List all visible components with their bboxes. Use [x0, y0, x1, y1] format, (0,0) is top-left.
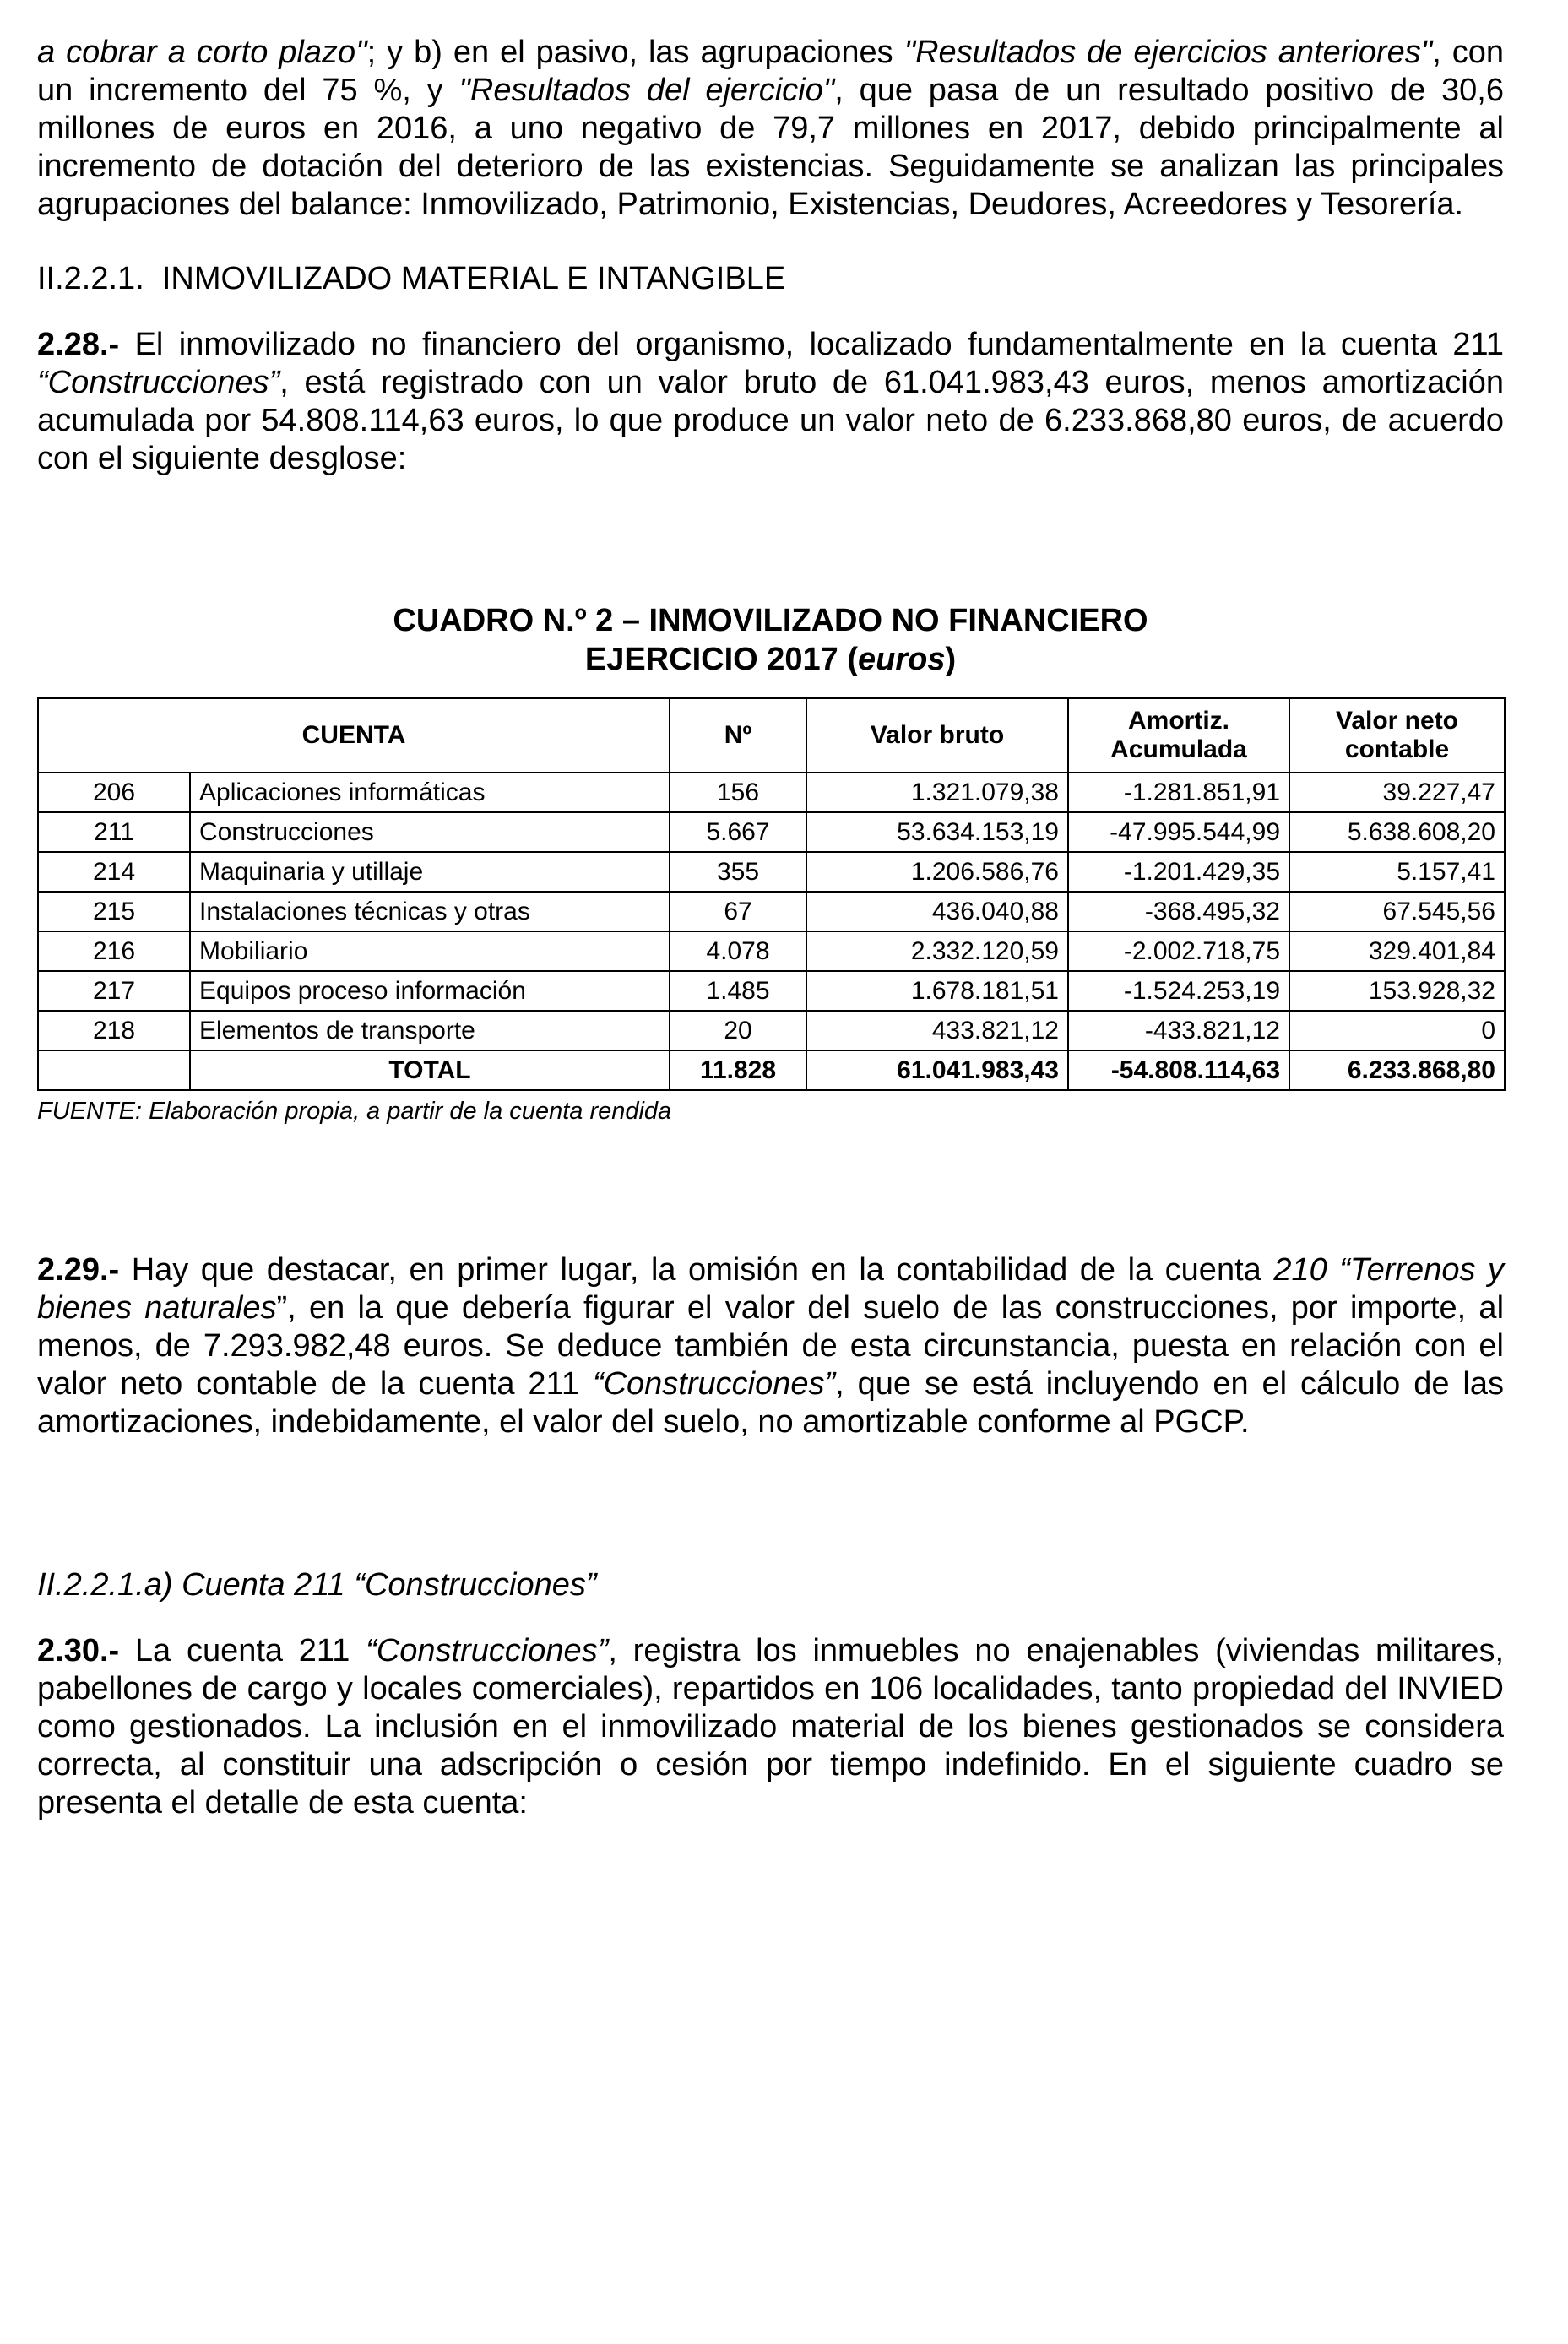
- cell-amort: -1.281.851,91: [1068, 773, 1289, 812]
- cell-bruto: 2.332.120,59: [806, 931, 1068, 971]
- text: , que se está incluyendo en el cálculo de las amortizaciones, indebidamente, el valor del suelo, no amortizable conforme al PGCP.: [37, 1366, 1504, 1440]
- text-italic: "Resultados del ejercicio": [458, 73, 835, 108]
- cell-bruto: 436.040,88: [806, 892, 1068, 931]
- header-amortizacion: [1068, 698, 1289, 773]
- cell-amort: -1.201.429,35: [1068, 852, 1289, 892]
- text-italic: a cobrar a corto plazo": [37, 35, 367, 70]
- cell-num: 20: [670, 1011, 806, 1050]
- text: ; y b) en el pasivo, las agrupaciones: [366, 35, 904, 70]
- inmovilizado-table: [37, 697, 1506, 1091]
- cell-code: 216: [38, 931, 190, 971]
- cell-num: 355: [670, 852, 806, 892]
- cell-name: Aplicaciones informáticas: [190, 773, 670, 812]
- cell-code: 214: [38, 852, 190, 892]
- paragraph-2-29: [37, 1251, 1504, 1441]
- table-source-note: FUENTE: Elaboración propia, a partir de la cuenta rendida: [37, 1098, 672, 1125]
- cell-bruto: 433.821,12: [806, 1011, 1068, 1050]
- cell-neto: 153.928,32: [1289, 971, 1505, 1011]
- cell-total-num: 11.828: [670, 1050, 806, 1090]
- table-caption: [37, 601, 1504, 679]
- text-italic: 210 “Terrenos y bienes naturales: [37, 1252, 1504, 1326]
- cell-num: 4.078: [670, 931, 806, 971]
- text: , que pasa de un resultado positivo de 30,6 millones de euros en 2016, a uno negativo de 79,7 millones en 2017, debido principalmente al incremento de dotación del deterioro de las existencias. Seguidamente se analizan las principales agrupaciones del balance: Inmovilizado, Patrimonio, Existencias, Deudores, Acreedores y Tesorería.: [37, 73, 1504, 222]
- text-italic: euros: [858, 642, 946, 677]
- cell-amort: -47.995.544,99: [1068, 812, 1289, 852]
- table-title-line1: CUADRO N.º 2 – INMOVILIZADO NO FINANCIERO: [393, 603, 1148, 638]
- cell-name: Maquinaria y utillaje: [190, 852, 670, 892]
- cell-total-label: TOTAL: [190, 1050, 670, 1090]
- cell-bruto: 1.206.586,76: [806, 852, 1068, 892]
- text-italic: "Resultados de ejercicios anteriores": [903, 35, 1433, 70]
- paragraph-number: 2.29.-: [37, 1252, 120, 1288]
- cell-amort: -2.002.718,75: [1068, 931, 1289, 971]
- cell-total-amort: -54.808.114,63: [1068, 1050, 1289, 1090]
- cell-name: Construcciones: [190, 812, 670, 852]
- cell-neto: 5.157,41: [1289, 852, 1505, 892]
- paragraph-number: 2.28.-: [37, 327, 120, 362]
- cell-name: Mobiliario: [190, 931, 670, 971]
- text: ): [945, 642, 957, 677]
- table-row: [38, 931, 1505, 971]
- text: La cuenta 211: [119, 1633, 366, 1668]
- cell-total-bruto: 61.041.983,43: [806, 1050, 1068, 1090]
- cell-total-neto: 6.233.868,80: [1289, 1050, 1505, 1090]
- table-header-row: [38, 698, 1505, 773]
- cell-neto: 39.227,47: [1289, 773, 1505, 812]
- table-row: [38, 892, 1505, 931]
- cell-name: Instalaciones técnicas y otras: [190, 892, 670, 931]
- text-italic: “Construcciones”: [366, 1633, 609, 1668]
- cell-amort: -433.821,12: [1068, 1011, 1289, 1050]
- text: EJERCICIO 2017 (: [584, 642, 858, 677]
- text: Amortiz.: [1128, 707, 1229, 735]
- paragraph-2-30: [37, 1632, 1504, 1822]
- cell-neto: 0: [1289, 1011, 1505, 1050]
- header-cuenta: CUENTA: [38, 698, 670, 773]
- cell-neto: 67.545,56: [1289, 892, 1505, 931]
- cell-num: 156: [670, 773, 806, 812]
- cell-amort: -1.524.253,19: [1068, 971, 1289, 1011]
- table-row: [38, 773, 1505, 812]
- section-heading-inmovilizado: II.2.2.1. INMOVILIZADO MATERIAL E INTANGIBLE: [37, 261, 786, 296]
- header-valor-neto: [1289, 698, 1505, 773]
- cell-num: 1.485: [670, 971, 806, 1011]
- paragraph-2-28: [37, 326, 1504, 478]
- table-row: [38, 1011, 1505, 1050]
- cell-name: Elementos de transporte: [190, 1011, 670, 1050]
- cell-neto: 329.401,84: [1289, 931, 1505, 971]
- cell-num: 5.667: [670, 812, 806, 852]
- text-italic: “Construcciones”: [592, 1366, 836, 1402]
- table-row: [38, 971, 1505, 1011]
- cell-bruto: 53.634.153,19: [806, 812, 1068, 852]
- cell-code: 217: [38, 971, 190, 1011]
- header-num: Nº: [670, 698, 806, 773]
- table-title-line2: [37, 640, 1504, 679]
- cell-bruto: 1.678.181,51: [806, 971, 1068, 1011]
- cell-neto: 5.638.608,20: [1289, 812, 1505, 852]
- text: Valor neto: [1335, 707, 1459, 735]
- cell-name: Equipos proceso información: [190, 971, 670, 1011]
- text-italic: “Construcciones”: [37, 365, 280, 400]
- cell-code: 218: [38, 1011, 190, 1050]
- cell-empty: [38, 1050, 190, 1090]
- cell-bruto: 1.321.079,38: [806, 773, 1068, 812]
- cell-amort: -368.495,32: [1068, 892, 1289, 931]
- text: Acumulada: [1110, 735, 1247, 763]
- header-valor-bruto: Valor bruto: [806, 698, 1068, 773]
- table-row: [38, 812, 1505, 852]
- text: , registra los inmuebles no enajenables (viviendas militares, pabellones de cargo y locales comerciales), repartidos en 106 localidades, tanto propiedad del INVIED como gestionados. La inclusión en el inmovilizado material de los bienes gestionados se considera correcta, al constituir una adscripción o cesión por tiempo indefinido. En el siguiente cuadro se presenta el detalle de esta cuenta:: [37, 1633, 1505, 1820]
- text: El inmovilizado no financiero del organismo, localizado fundamentalmente en la cuenta 211: [119, 327, 1504, 362]
- text: Hay que destacar, en primer lugar, la omisión en la contabilidad de la cuenta: [119, 1252, 1274, 1288]
- paragraph-number: 2.30.-: [37, 1633, 120, 1668]
- document-page: [37, 34, 1504, 1822]
- paragraph-intro: [37, 34, 1504, 224]
- text: , está registrado con un valor bruto de 61.041.983,43 euros, menos amortización acumulada por 54.808.114,63 euros, lo que produce un valor neto de 6.233.868,80 euros, de acuerdo con el siguiente desglose:: [37, 365, 1504, 476]
- table-total-row: [38, 1050, 1505, 1090]
- table-row: [38, 852, 1505, 892]
- text: , con un incremento del 75 %, y: [37, 35, 1505, 108]
- text: contable: [1344, 735, 1450, 763]
- text: ”, en la que debería figurar el valor del suelo de las construcciones, por importe, al menos, de 7.293.982,48 euros. Se deduce también de esta circunstancia, puesta en relación con el valor neto contable de la cuenta 211: [37, 1290, 1505, 1402]
- cell-code: 206: [38, 773, 190, 812]
- cell-num: 67: [670, 892, 806, 931]
- cell-code: 211: [38, 812, 190, 852]
- cell-code: 215: [38, 892, 190, 931]
- subsection-heading-construcciones: II.2.2.1.a) Cuenta 211 “Construcciones”: [37, 1567, 597, 1603]
